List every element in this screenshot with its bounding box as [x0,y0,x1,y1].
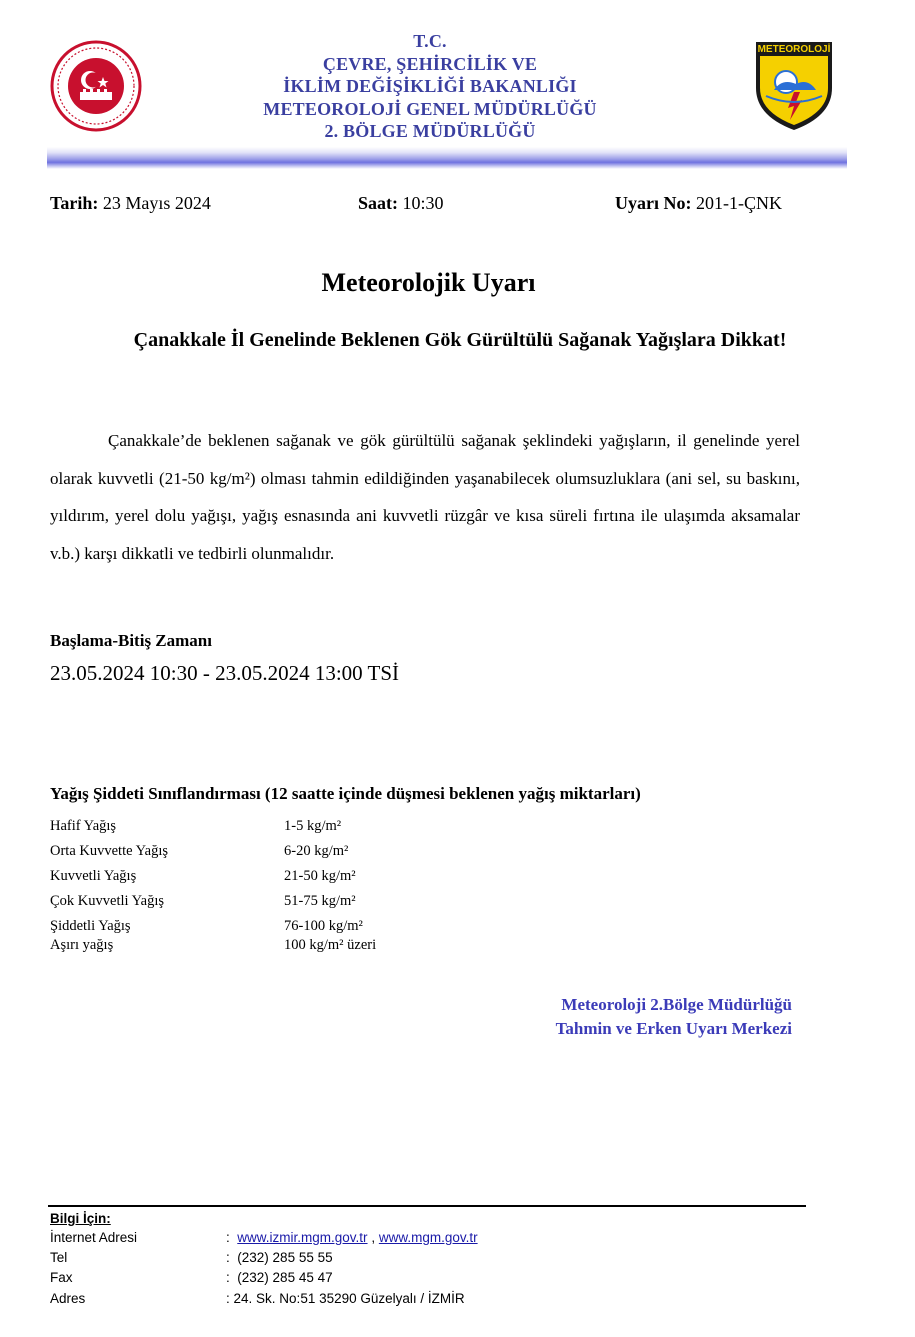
internet-label: İnternet Adresi [50,1230,138,1245]
ministry-heading [170,30,690,143]
link-separator: , [371,1230,376,1245]
colon: : [226,1250,230,1265]
warning-body-paragraph: Çanakkale’de beklenen sağanak ve gök gürültülü sağanak şeklindeki yağışların, il genelinde yerel olarak kuvvetli (21-50 kg/m²) olması tahmin edildiğinden yaşanabilecek olumsuzluklara (ani sel, su baskını, yıldırım, yerel dolu yağışı, yağış esnasında ani kuvvetli rüzgâr ve kısa süreli fırtına ile ulaşımda aksamalar v.b.) karşı dikkatli ve tedbirli olunmalıdır. [50,431,800,563]
classification-name: Orta Kuvvette Yağış [50,843,169,859]
ministry-line: METEOROLOJİ GENEL MÜDÜRLÜĞÜ [263,98,597,119]
classification-row [50,918,450,938]
ministry-line: İKLİM DEĞİŞİKLİĞİ BAKANLIĞI [283,76,577,96]
warning-number-field [615,193,782,214]
address-value [226,1291,465,1306]
colon: : [226,1230,230,1245]
classification-value: 1-5 kg/m² [284,818,342,834]
time-value: 10:30 [402,193,444,213]
classification-name: Çok Kuvvetli Yağış [50,893,165,909]
internet-value [226,1230,478,1245]
classification-value: 21-50 kg/m² [284,868,356,884]
date-field [50,193,211,214]
header-divider-bar [47,147,847,169]
document-title: Meteorolojik Uyarı [321,268,536,297]
classification-value: 76-100 kg/m² [284,918,363,934]
ministry-line: T.C. [413,31,447,51]
signature-line: Tahmin ve Erken Uyarı Merkezi [555,1019,792,1038]
classification-row [50,937,450,957]
classification-row [50,818,450,838]
classification-value: 100 kg/m² üzeri [284,937,377,953]
classification-name: Kuvvetli Yağış [50,868,137,884]
period-label: Başlama-Bitiş Zamanı [50,631,212,650]
tel-value [226,1250,333,1265]
classification-value: 51-75 kg/m² [284,893,356,909]
fax-value [226,1270,333,1285]
izmir-mgm-link[interactable]: www.izmir.mgm.gov.tr [237,1230,368,1245]
time-field [358,193,444,214]
date-value: 23 Mayıs 2024 [102,193,211,213]
classification-row [50,893,450,913]
logo-text: METEOROLOJİ [757,44,831,55]
signature-block [480,993,792,1041]
tel-label: Tel [50,1250,68,1265]
ministry-line: ÇEVRE, ŞEHİRCİLİK VE [322,53,538,74]
footer-row-internet [50,1230,750,1250]
fax-label: Fax [50,1270,73,1285]
ministry-seal-logo [50,40,142,132]
colon: : [226,1270,230,1285]
tel-number: (232) 285 55 55 [237,1250,333,1265]
footer-row-tel [50,1250,750,1270]
classification-name: Aşırı yağış [50,937,114,953]
footer-row-address [50,1291,750,1311]
classification-value: 6-20 kg/m² [284,843,349,859]
ministry-line: 2. BÖLGE MÜDÜRLÜĞÜ [324,121,536,141]
classification-row [50,843,450,863]
warning-number-label: Uyarı No: [615,193,692,213]
mgm-link[interactable]: www.mgm.gov.tr [378,1230,478,1245]
period-value: 23.05.2024 10:30 - 23.05.2024 13:00 TSİ [50,661,400,685]
classification-name: Şiddetli Yağış [50,918,131,934]
footer-divider [48,1205,806,1207]
address-label: Adres [50,1291,86,1306]
address-text: 24. Sk. No:51 35290 Güzelyalı / İZMİR [233,1291,465,1306]
signature-line: Meteoroloji 2.Bölge Müdürlüğü [561,995,792,1014]
classification-title: Yağış Şiddeti Sınıflandırması (12 saatte içinde düşmesi beklenen yağış miktarları) [50,784,641,803]
warning-number-value: 201-1-ÇNK [695,193,782,213]
footer-row-fax [50,1270,750,1290]
fax-number: (232) 285 45 47 [237,1270,333,1285]
classification-name: Hafif Yağış [50,818,117,834]
footer-title: Bilgi İçin: [50,1211,111,1226]
colon: : [226,1291,230,1306]
classification-row [50,868,450,888]
meteoroloji-shield-logo [752,38,836,132]
time-label: Saat: [358,193,398,213]
date-label: Tarih: [50,193,99,213]
warning-headline: Çanakkale İl Genelinde Beklenen Gök Gürültülü Sağanak Yağışlara Dikkat! [133,329,787,351]
